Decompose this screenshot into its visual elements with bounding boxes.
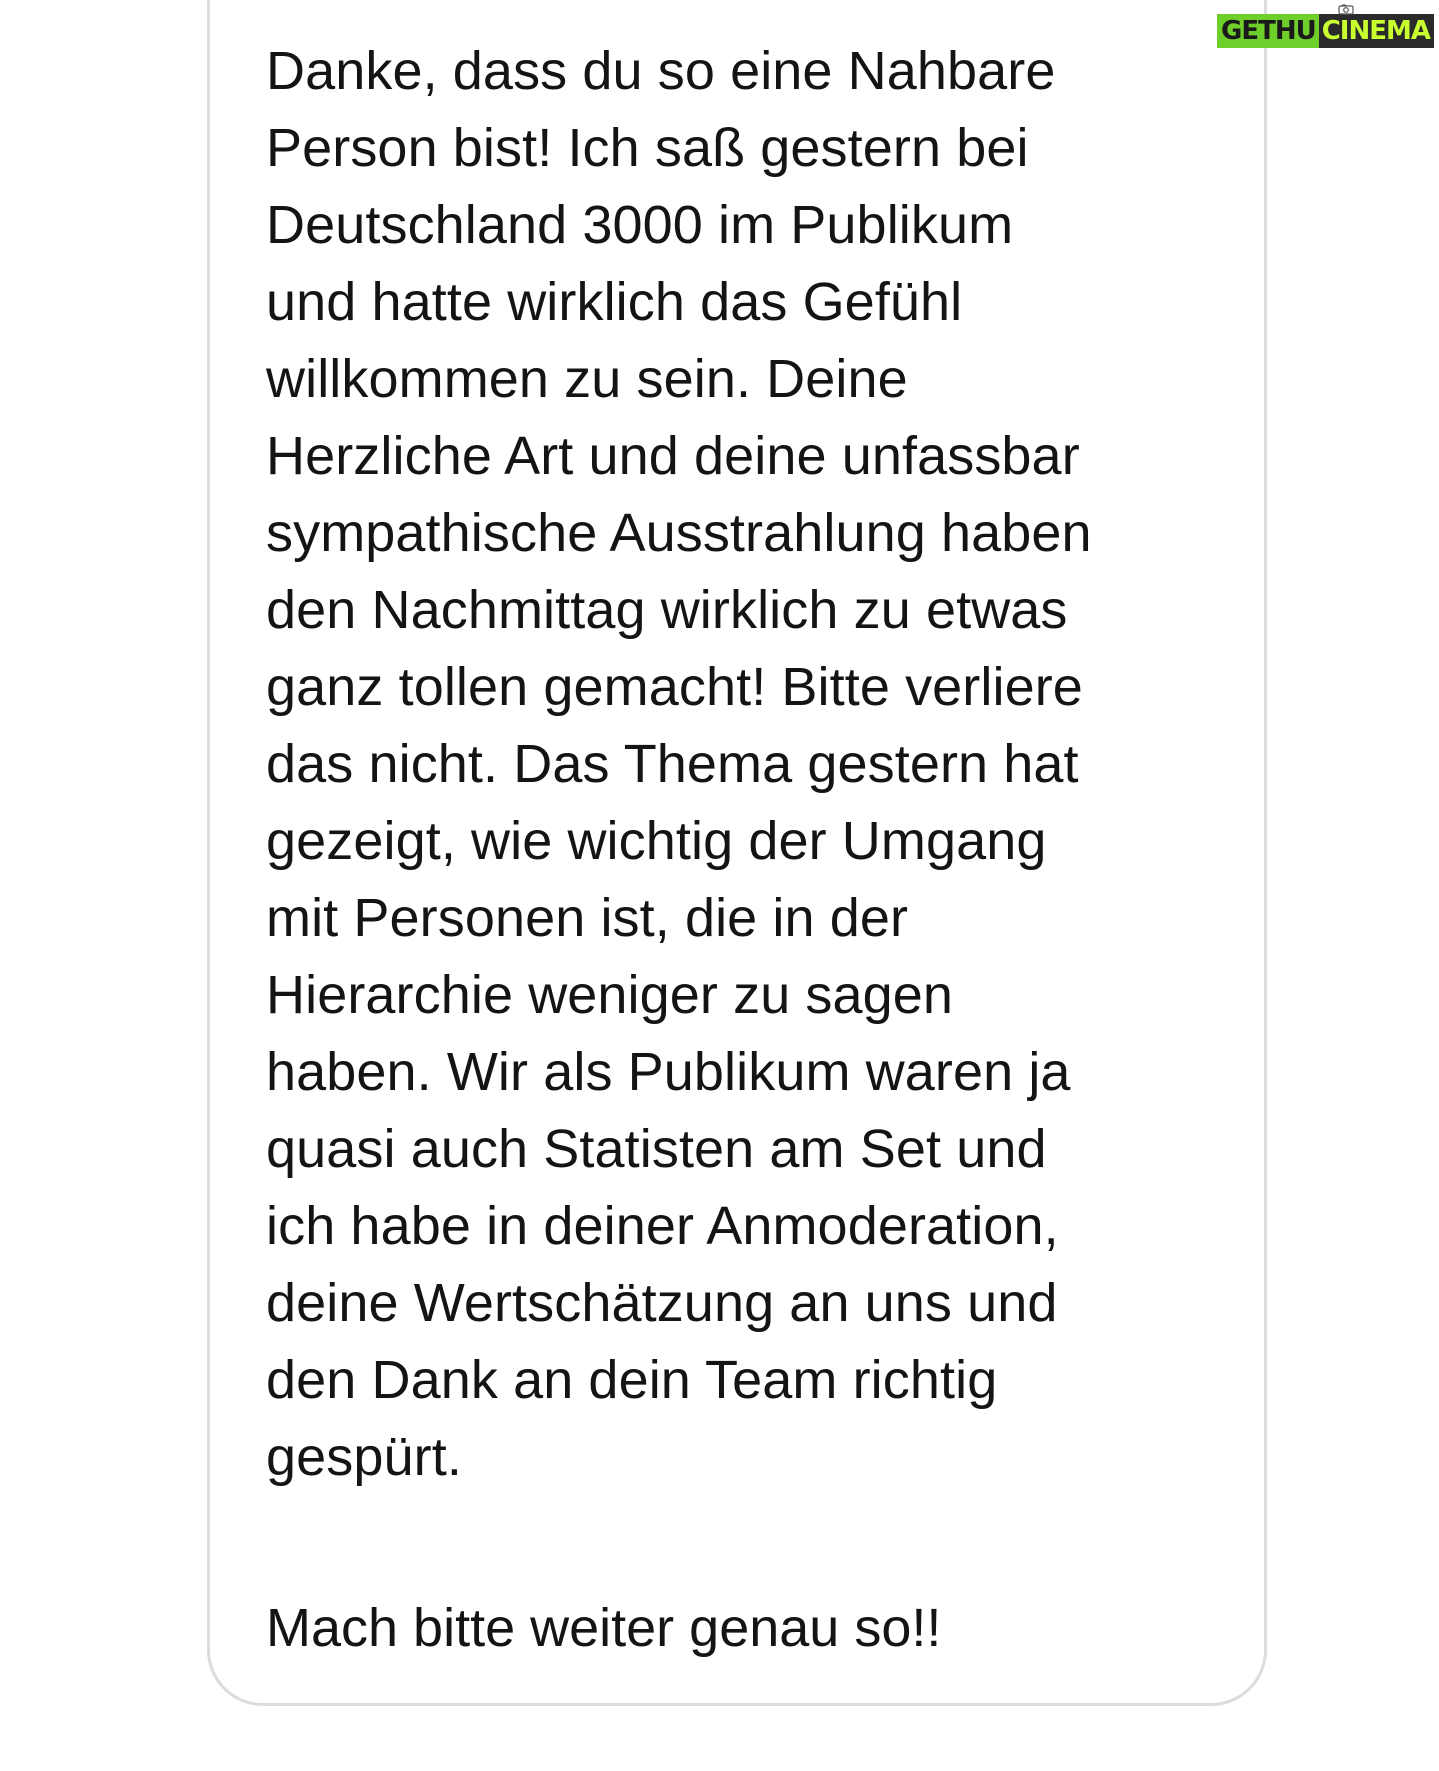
watermark-logo (1217, 14, 1431, 48)
message-line: ganz tollen gemacht! Bitte verliere (266, 657, 1083, 717)
message-line: quasi auch Statisten am Set und (266, 1119, 1047, 1179)
message-line: das nicht. Das Thema gestern hat (266, 734, 1079, 794)
message-line: den Nachmittag wirklich zu etwas (266, 580, 1068, 640)
message-line: gezeigt, wie wichtig der Umgang (266, 811, 1047, 871)
message-line: Deutschland 3000 im Publikum (266, 195, 1014, 255)
message-line: Danke, dass du so eine Nahbare (266, 41, 1056, 101)
message-line: sympathische Ausstrahlung haben (266, 503, 1092, 563)
message-line: und hatte wirklich das Gefühl (266, 272, 963, 332)
message-line: deine Wertschätzung an uns und (266, 1273, 1058, 1333)
watermark-text-cinema: CINEMA (1319, 14, 1434, 48)
message-text (266, 33, 1226, 1496)
message-line: Hierarchie weniger zu sagen (266, 965, 954, 1025)
message-line: haben. Wir als Publikum waren ja (266, 1042, 1071, 1102)
message-line: gespürt. (266, 1427, 462, 1487)
message-closing: Mach bitte weiter genau so!! (266, 1598, 942, 1658)
message-line: den Dank an dein Team richtig (266, 1350, 998, 1410)
message-line: ich habe in deiner Anmoderation, (266, 1196, 1059, 1256)
camera-icon (1338, 4, 1354, 15)
watermark-text-gethu: GETHU (1217, 14, 1319, 48)
message-line: Person bist! Ich saß gestern bei (266, 118, 1029, 178)
message-line: mit Personen ist, die in der (266, 888, 909, 948)
message-line: willkommen zu sein. Deine (266, 349, 908, 409)
message-line: Herzliche Art und deine unfassbar (266, 426, 1080, 486)
